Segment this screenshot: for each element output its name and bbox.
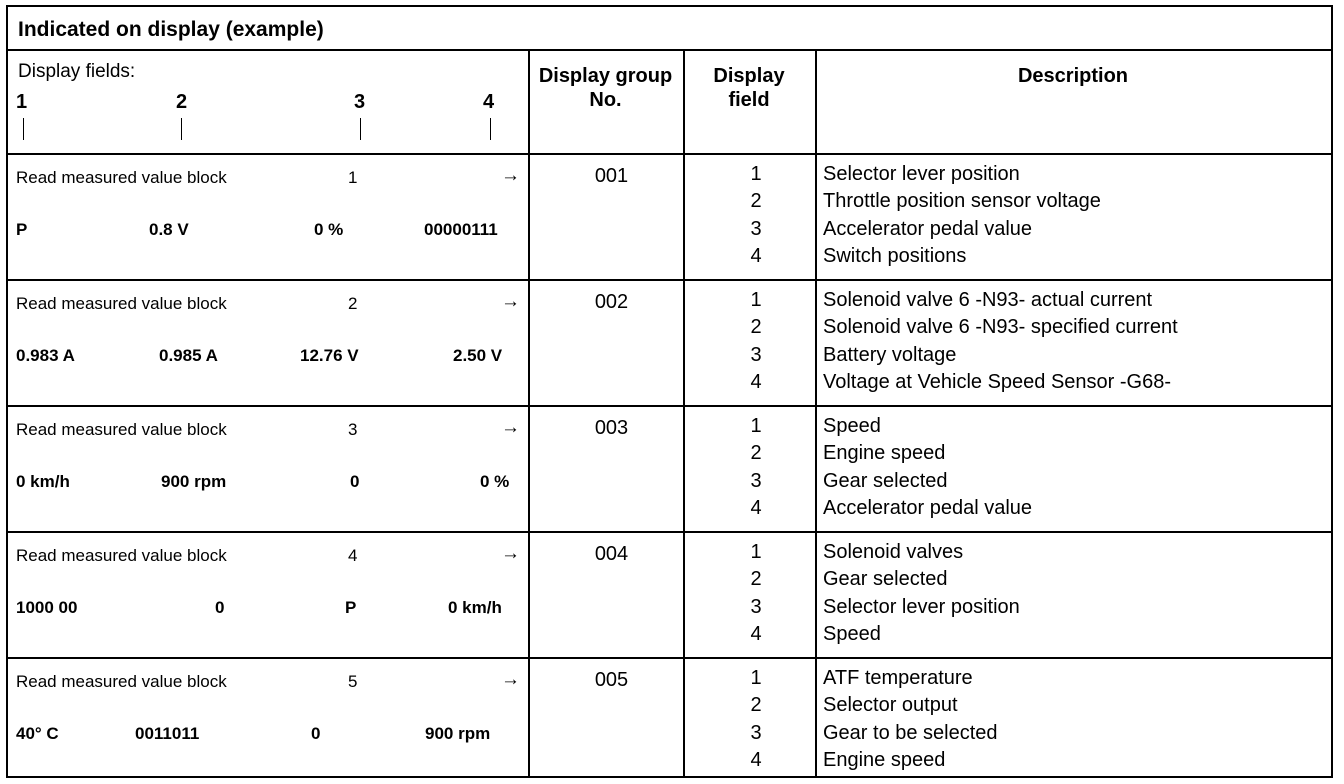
column-divider — [683, 51, 685, 776]
field-num: 2 — [750, 568, 762, 591]
row-label: Read measured value block — [16, 420, 227, 439]
field-num: 3 — [750, 469, 762, 492]
table-title: Indicated on display (example) — [18, 18, 324, 41]
value-field-4: 0 % — [480, 472, 510, 491]
value-field-2: 0 — [215, 598, 225, 617]
field-number-4: 4 — [483, 91, 495, 113]
arrow-icon: → — [501, 165, 520, 186]
arrow-icon: → — [501, 291, 520, 312]
row-divider — [8, 657, 1331, 659]
arrow-icon: → — [501, 543, 520, 564]
value-field-4: 0 km/h — [448, 598, 502, 617]
field-num: 3 — [750, 343, 762, 366]
description: Speed — [823, 415, 881, 437]
header-description: Description — [1017, 65, 1129, 87]
value-field-1: 40° C — [16, 724, 59, 743]
column-divider — [815, 51, 817, 776]
value-field-2: 900 rpm — [161, 472, 227, 491]
descriptions — [823, 665, 998, 774]
value-field-3: P — [345, 598, 357, 617]
display-fields-label: Display fields: — [18, 61, 136, 82]
value-field-4: 2.50 V — [453, 346, 503, 365]
field-num: 3 — [750, 595, 762, 618]
description: Switch positions — [823, 244, 967, 267]
field-num: 1 — [750, 667, 762, 689]
display-field-numbers — [736, 287, 776, 396]
value-field-2: 0011011 — [135, 724, 200, 743]
value-field-4: 00000111 — [424, 220, 498, 239]
arrow-icon: → — [501, 669, 520, 690]
field-tick — [490, 118, 491, 140]
description: Solenoid valve 6 -N93- actual current — [823, 289, 1153, 311]
row-label: Read measured value block — [16, 168, 227, 187]
field-num: 2 — [750, 442, 762, 465]
value-field-1: 1000 00 — [16, 598, 78, 617]
description: Gear to be selected — [823, 721, 998, 744]
field-number-3: 3 — [354, 91, 366, 113]
group-number: 004 — [594, 543, 629, 565]
row-block-number: 4 — [348, 546, 358, 565]
description: Speed — [823, 622, 881, 645]
row-divider — [8, 153, 1331, 155]
row-divider — [8, 531, 1331, 533]
row-block-number: 3 — [348, 420, 358, 439]
description: Engine speed — [823, 442, 946, 465]
description: Accelerator pedal value — [823, 217, 1033, 240]
value-field-2: 0.985 A — [159, 346, 218, 365]
field-num: 4 — [750, 370, 762, 393]
display-field-numbers — [736, 539, 776, 648]
field-num: 3 — [750, 217, 762, 240]
description: ATF temperature — [823, 667, 973, 689]
row-label: Read measured value block — [16, 546, 227, 565]
description: Gear selected — [823, 469, 948, 492]
field-tick — [23, 118, 24, 140]
value-field-3: 0 — [350, 472, 360, 491]
header-display-field: Display field — [713, 65, 785, 111]
field-number-1: 1 — [16, 91, 28, 113]
description: Selector output — [823, 694, 958, 717]
display-table — [6, 5, 1333, 778]
table-title-row — [8, 7, 1331, 51]
descriptions — [823, 287, 1178, 396]
description: Battery voltage — [823, 343, 957, 366]
descriptions — [823, 413, 1032, 522]
description: Engine speed — [823, 748, 946, 771]
field-num: 1 — [750, 163, 762, 185]
value-field-3: 0 % — [314, 220, 344, 239]
field-number-2: 2 — [176, 91, 188, 113]
value-field-1: 0 km/h — [16, 472, 70, 491]
value-field-3: 12.76 V — [300, 346, 359, 365]
description: Voltage at Vehicle Speed Sensor -G68- — [823, 370, 1172, 393]
field-num: 4 — [750, 622, 762, 645]
field-num: 3 — [750, 721, 762, 744]
description: Gear selected — [823, 568, 948, 591]
group-number: 003 — [594, 417, 629, 439]
row-block-number: 2 — [348, 294, 358, 313]
field-num: 4 — [750, 244, 762, 267]
field-num: 1 — [750, 541, 762, 563]
description: Solenoid valves — [823, 541, 964, 563]
description: Solenoid valve 6 -N93- specified current — [823, 316, 1178, 339]
row-divider — [8, 279, 1331, 281]
description: Accelerator pedal value — [823, 496, 1033, 519]
description: Selector lever position — [823, 163, 1020, 185]
value-field-3: 0 — [311, 724, 321, 743]
value-field-2: 0.8 V — [149, 220, 189, 239]
row-label: Read measured value block — [16, 672, 227, 691]
group-number: 001 — [594, 165, 629, 187]
group-number: 002 — [594, 291, 629, 313]
descriptions — [823, 161, 1101, 270]
field-tick — [360, 118, 361, 140]
display-field-numbers — [736, 413, 776, 522]
field-num: 2 — [750, 316, 762, 339]
descriptions — [823, 539, 1020, 648]
display-field-numbers — [736, 665, 776, 774]
field-tick — [181, 118, 182, 140]
value-field-1: P — [16, 220, 28, 239]
field-num: 2 — [750, 190, 762, 213]
field-num: 2 — [750, 694, 762, 717]
value-field-1: 0.983 A — [16, 346, 75, 365]
field-num: 1 — [750, 289, 762, 311]
row-block-number: 1 — [348, 168, 358, 187]
header-group-no: Display group No. — [538, 65, 673, 111]
value-field-4: 900 rpm — [425, 724, 491, 743]
row-block-number: 5 — [348, 672, 358, 691]
field-num: 4 — [750, 748, 762, 771]
field-num: 1 — [750, 415, 762, 437]
arrow-icon: → — [501, 417, 520, 438]
column-divider — [528, 51, 530, 776]
row-divider — [8, 405, 1331, 407]
description: Throttle position sensor voltage — [823, 190, 1101, 213]
description: Selector lever position — [823, 595, 1020, 618]
group-number: 005 — [594, 669, 629, 691]
row-label: Read measured value block — [16, 294, 227, 313]
display-field-numbers — [736, 161, 776, 270]
field-num: 4 — [750, 496, 762, 519]
